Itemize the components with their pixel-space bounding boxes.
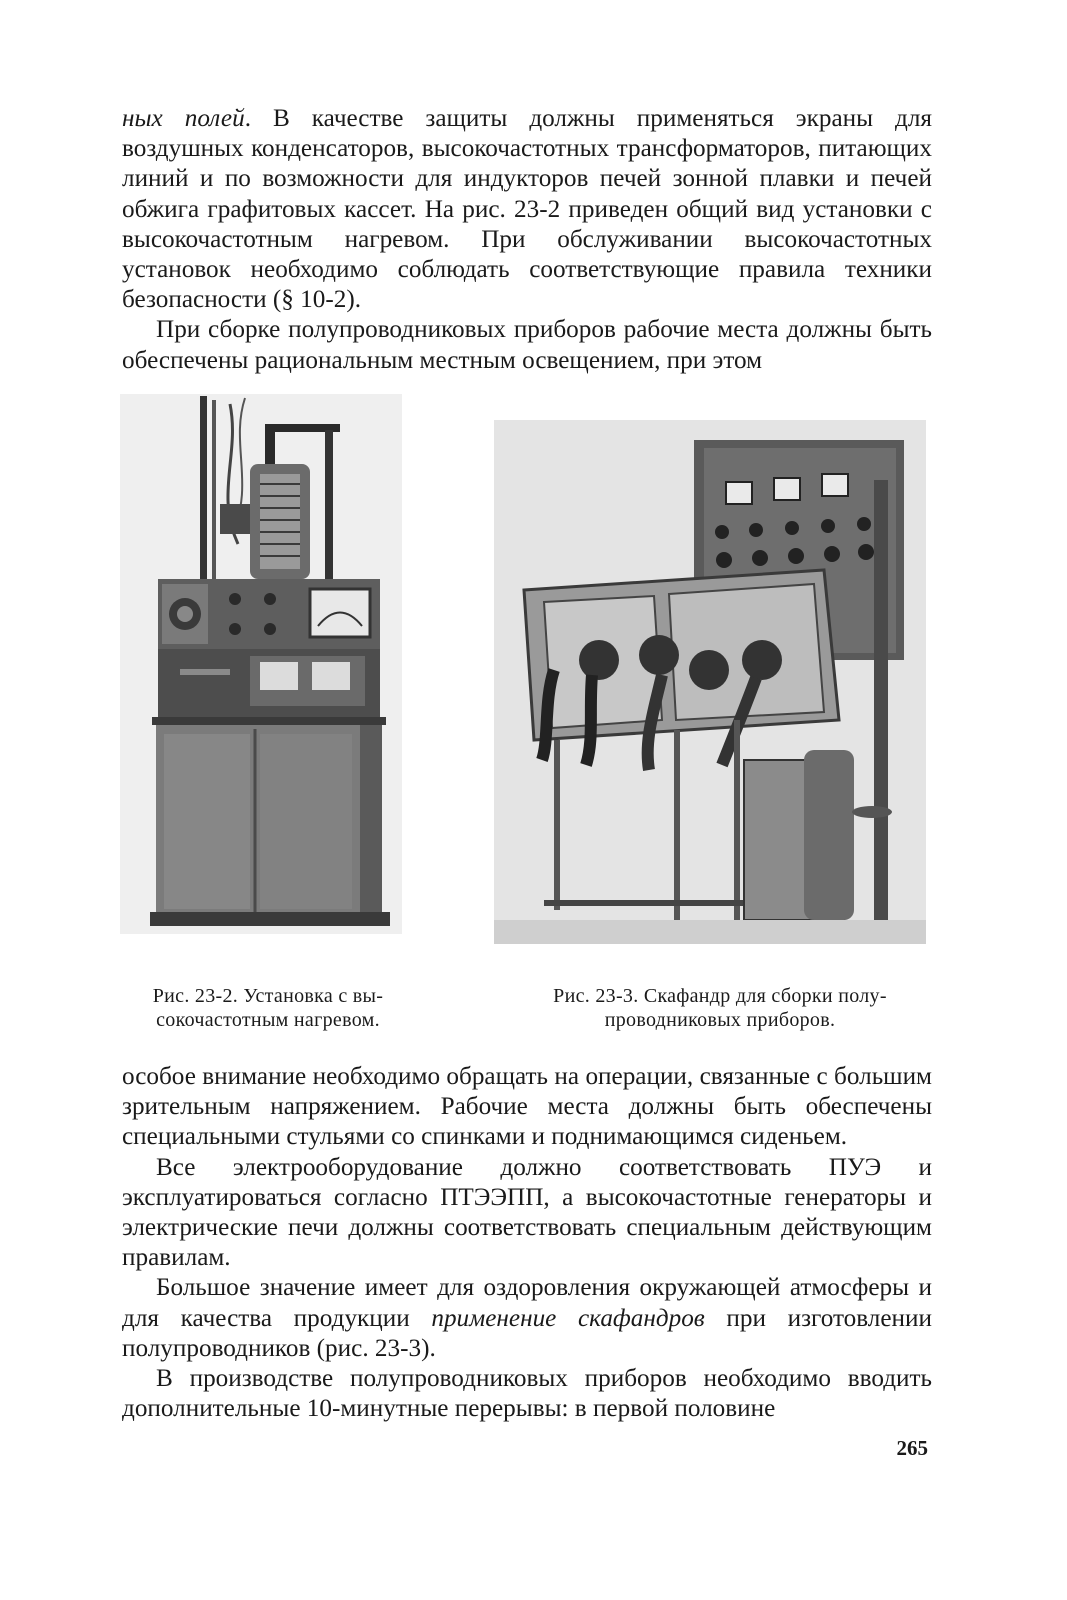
paragraph-continued: [122, 104, 932, 315]
paragraph-lighting: При сборке полупроводниковых приборов рабочие места должны быть обеспечены рациональным местным освещением, при этом: [122, 316, 932, 374]
figure-23-2-caption: [118, 984, 418, 1032]
caption-line: Рис. 23-3. Скафандр для сборки полу-: [553, 985, 887, 1007]
figure-glovebox: [494, 420, 926, 944]
figure-hf-installation: [120, 394, 402, 934]
hf-installation-illustration: [120, 394, 402, 934]
caption-line: проводниковых приборов.: [604, 1009, 836, 1031]
bottom-text-block: [122, 1062, 932, 1424]
caption-line: Рис. 23-2. Установка с вы-: [152, 985, 384, 1007]
italic-term: применение скафандров: [431, 1304, 705, 1332]
italic-term: ных полей: [122, 105, 245, 132]
top-text-block: [122, 104, 932, 376]
paragraph-text: при изготовлении полупроводников (рис. 23-3).: [122, 1304, 932, 1362]
figure-23-3-caption: [505, 984, 935, 1032]
paragraph-breaks: В производстве полупроводниковых приборов необходимо вводить дополнительные 10-минутные перерывы: в первой половине: [122, 1365, 932, 1423]
paragraph-text: Большое значение имеет для оздоровления окружающей атмосферы и для качества продукции: [122, 1274, 932, 1332]
paragraph-glovebox: [122, 1273, 932, 1364]
glovebox-illustration: [494, 420, 926, 944]
paragraph-visual-strain: особое внимание необходимо обращать на операции, связанные с большим зрительным напряжением. Рабочие места должны быть обеспечены специальными стульями со спинками и поднимающимся сиденьем.: [122, 1063, 932, 1151]
paragraph-text: . В качестве защиты должны применяться экраны для воздушных конденсаторов, высокочастотных трансформаторов, питающих линий и по возможности для индукторов печей зонной плавки и печей обжига графитовых кассет. На рис. 23-2 приведен общий вид установки с высокочастотным нагревом. При обслуживании высокочастотных установок необходимо соблюдать соответствующие правила техники безопасности (§ 10-2).: [122, 105, 932, 314]
page-number: 265: [896, 1436, 928, 1460]
paragraph-electrical: Все электрооборудование должно соответствовать ПУЭ и эксплуатироваться согласно ПТЭЭПП, а высокочастотные генераторы и электрические печи должны соответствовать специальным действующим правилам.: [122, 1153, 932, 1272]
caption-line: сокочастотным нагревом.: [156, 1009, 380, 1031]
